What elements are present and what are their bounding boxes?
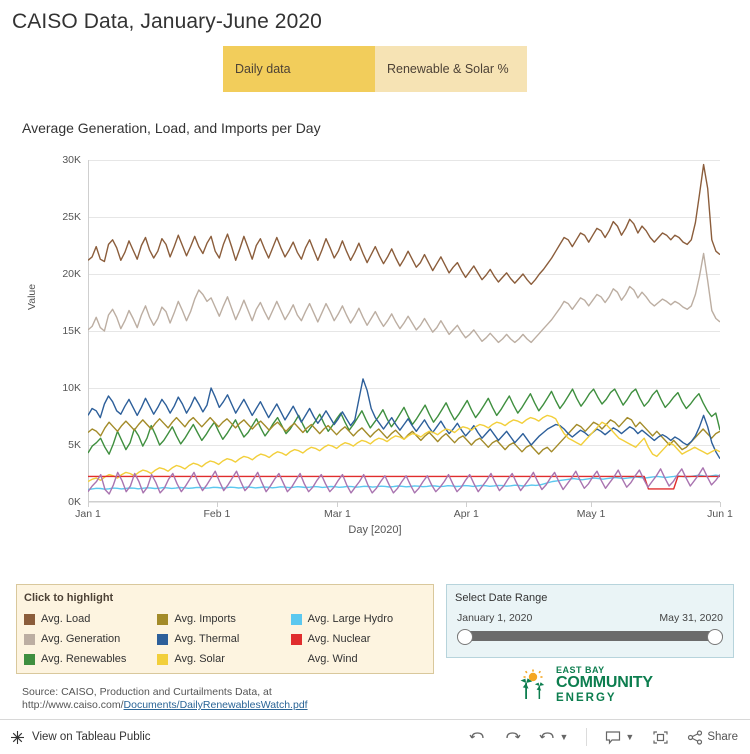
legend-swatch xyxy=(157,654,168,665)
legend-swatch xyxy=(291,614,302,625)
legend-item[interactable] xyxy=(157,629,290,649)
y-tick-label: 5K xyxy=(68,439,81,451)
y-tick-label: 30K xyxy=(62,154,81,166)
chart-area xyxy=(0,146,750,546)
legend-label: Avg. Imports xyxy=(174,613,236,625)
date-range-end: May 31, 2020 xyxy=(659,612,723,624)
share-label[interactable]: Share xyxy=(707,731,738,743)
x-tick-label: Apr 1 xyxy=(453,508,479,520)
series-lines xyxy=(88,160,720,502)
date-range-start: January 1, 2020 xyxy=(457,612,533,624)
legend-swatch xyxy=(291,634,302,645)
y-tick-label: 0K xyxy=(68,496,81,508)
legend-label: Avg. Load xyxy=(41,613,91,625)
date-range-title: Select Date Range xyxy=(455,592,548,604)
x-tick-label: Mar 1 xyxy=(324,508,351,520)
x-tick-mark xyxy=(466,502,467,507)
x-tick-label: Feb 1 xyxy=(203,508,231,520)
revert-icon[interactable] xyxy=(539,730,568,745)
legend-label: Avg. Thermal xyxy=(174,633,240,645)
share-button[interactable] xyxy=(687,730,738,745)
y-axis-label: Value xyxy=(26,283,38,310)
y-tick-label: 10K xyxy=(62,382,81,394)
x-tick-mark xyxy=(217,502,218,507)
legend-item[interactable] xyxy=(291,629,424,649)
series-line xyxy=(88,468,720,494)
logo-line-2: COMMUNITY xyxy=(556,674,653,692)
plot-frame xyxy=(62,154,733,520)
legend-items xyxy=(24,609,424,669)
tab-daily-data[interactable]: Daily data xyxy=(223,46,375,92)
series-line xyxy=(88,475,720,489)
series-line xyxy=(88,379,720,459)
page-title: CAISO Data, January-June 2020 xyxy=(12,10,322,33)
revert-caret-icon[interactable]: ▼ xyxy=(559,732,569,742)
legend-title: Click to highlight xyxy=(24,592,114,604)
series-line xyxy=(88,254,720,343)
slider-handle-left[interactable] xyxy=(457,629,473,645)
series-line xyxy=(88,165,720,285)
legend-item[interactable] xyxy=(291,649,424,669)
source-line-1: Source: CAISO, Production and Curtailments Data, at xyxy=(22,686,272,698)
legend-item[interactable] xyxy=(157,609,290,629)
east-bay-community-energy-logo xyxy=(516,666,653,704)
date-range-filter[interactable] xyxy=(446,584,734,658)
source-note xyxy=(22,686,452,712)
legend-label: Avg. Nuclear xyxy=(307,633,371,645)
tableau-logo-icon[interactable] xyxy=(10,730,25,745)
x-tick-label: May 1 xyxy=(576,508,606,520)
legend-label: Avg. Generation xyxy=(41,633,121,645)
slider-handle-right[interactable] xyxy=(707,629,723,645)
chart-title: Average Generation, Load, and Imports per Day xyxy=(22,120,321,136)
x-tick-mark xyxy=(720,502,721,507)
toolbar-divider xyxy=(586,728,587,746)
x-tick-mark xyxy=(591,502,592,507)
tableau-toolbar xyxy=(0,719,750,754)
source-link[interactable]: Documents/DailyRenewablesWatch.pdf xyxy=(123,699,308,711)
legend-label: Avg. Wind xyxy=(307,653,358,665)
source-url-prefix: http://www.caiso.com/ xyxy=(22,699,124,711)
gridline xyxy=(88,502,720,503)
logo-line-1: EAST BAY xyxy=(556,665,605,675)
legend-swatch xyxy=(24,614,35,625)
legend-swatch xyxy=(24,634,35,645)
legend-label: Avg. Large Hydro xyxy=(307,613,394,625)
x-tick-label: Jan 1 xyxy=(75,508,101,520)
fullscreen-icon[interactable] xyxy=(652,730,669,745)
comment-caret-icon[interactable]: ▼ xyxy=(625,732,635,742)
x-axis-label: Day [2020] xyxy=(348,524,402,536)
legend-swatch xyxy=(24,654,35,665)
legend-label: Avg. Solar xyxy=(174,653,225,665)
legend-label: Avg. Renewables xyxy=(41,653,127,665)
series-line xyxy=(88,418,720,455)
series-line xyxy=(88,389,720,454)
slider-track[interactable] xyxy=(457,631,723,641)
tab-bar xyxy=(223,46,527,92)
y-tick-label: 25K xyxy=(62,211,81,223)
redo-icon[interactable] xyxy=(504,730,521,745)
tab-renewable-solar-pct[interactable]: Renewable & Solar % xyxy=(375,46,527,92)
x-tick-mark xyxy=(88,502,89,507)
legend-item[interactable] xyxy=(291,609,424,629)
x-tick-label: Jun 1 xyxy=(707,508,733,520)
y-tick-label: 15K xyxy=(62,325,81,337)
legend-swatch xyxy=(157,634,168,645)
legend-item[interactable] xyxy=(24,649,157,669)
sun-turbine-icon xyxy=(516,669,550,701)
source-line-2 xyxy=(22,699,452,712)
legend-item[interactable] xyxy=(24,609,157,629)
x-tick-mark xyxy=(337,502,338,507)
legend-swatch xyxy=(291,654,302,665)
legend-item[interactable] xyxy=(24,629,157,649)
logo-line-3: ENERGY xyxy=(556,692,617,705)
comment-icon[interactable] xyxy=(605,730,634,745)
legend-panel[interactable] xyxy=(16,584,434,674)
view-on-tableau-public-link[interactable]: View on Tableau Public xyxy=(32,731,151,743)
legend-item[interactable] xyxy=(157,649,290,669)
undo-icon[interactable] xyxy=(469,730,486,745)
legend-swatch xyxy=(157,614,168,625)
date-range-slider[interactable] xyxy=(457,629,723,643)
y-tick-label: 20K xyxy=(62,268,81,280)
